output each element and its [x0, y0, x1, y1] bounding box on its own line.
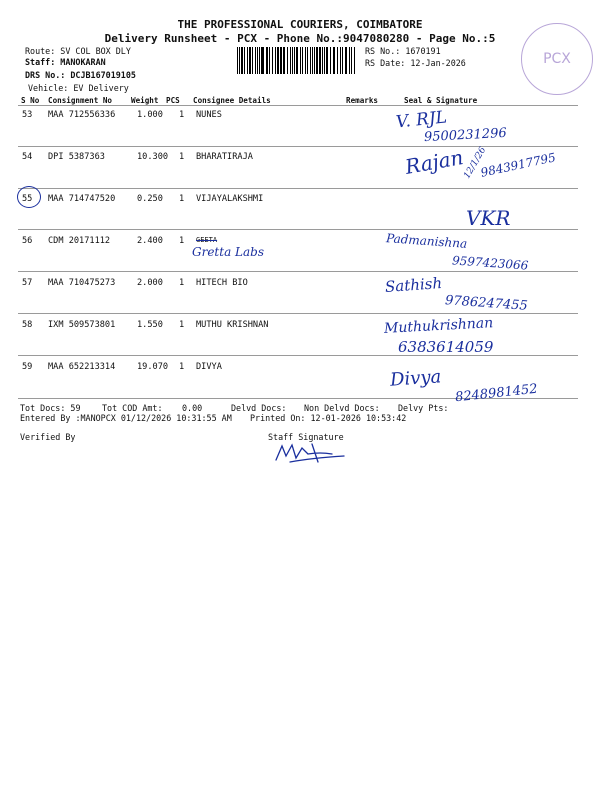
drs-number: DRS No.: DCJB167019105 [25, 70, 136, 80]
row-pcs: 1 [179, 278, 185, 288]
header-divider [18, 105, 578, 106]
row-weight: 19.070 [137, 362, 169, 372]
row-consignment: MAA 714747520 [48, 194, 116, 204]
row-divider [18, 271, 578, 272]
row-pcs: 1 [179, 362, 185, 372]
row-sno: 58 [22, 320, 33, 330]
row-pcs: 1 [179, 194, 185, 204]
row-weight: 2.400 [137, 236, 163, 246]
signature-r55: VKR [466, 206, 511, 230]
row-consignee: GEETA [196, 236, 218, 244]
signature-r58: Muthukrishnan [383, 315, 494, 337]
company-title: THE PROFESSIONAL COURIERS, COIMBATORE [177, 18, 423, 31]
row-weight: 1.550 [137, 320, 163, 330]
row-consignment: IXM 509573801 [48, 320, 116, 330]
row-divider [18, 146, 578, 147]
row-divider [18, 355, 578, 356]
col-pcs: PCS [166, 96, 180, 105]
handwritten-phone-r59: 8248981452 [454, 381, 539, 406]
handwritten-consignee-r56: Gretta Labs [192, 245, 264, 259]
row-weight: 10.300 [137, 152, 169, 162]
row-weight: 2.000 [137, 278, 163, 288]
row-consignment: MAA 710475273 [48, 278, 116, 288]
row-consignment: MAA 652213314 [48, 362, 116, 372]
staff-info: Staff: MANOKARAN [25, 57, 106, 67]
non-delivered-docs: Non Delvd Docs: [304, 403, 380, 413]
row-sno: 53 [22, 110, 33, 120]
row-consignee: NUNES [196, 110, 222, 120]
signature-r54: Rajan [403, 145, 466, 179]
handwritten-date-r54: 12/1/26 [462, 145, 489, 181]
signature-r59: Divya [389, 366, 442, 391]
handwritten-phone-r54: 9843917795 [479, 150, 557, 180]
row-consignee: BHARATIRAJA [196, 152, 253, 162]
row-sno: 59 [22, 362, 33, 372]
handwritten-phone-r56: 9597423066 [451, 253, 529, 273]
col-consignee: Consignee Details [193, 96, 271, 105]
row-divider [18, 188, 578, 189]
total-cod-value: 0.00 [182, 403, 203, 413]
row-consignee: VIJAYALAKSHMI [196, 194, 264, 204]
col-weight: Weight [131, 96, 159, 105]
row-pcs: 1 [179, 152, 185, 162]
row-pcs: 1 [179, 320, 185, 330]
signature-r57: Sathish [384, 274, 443, 296]
row-consignment: DPI 5387363 [48, 152, 105, 162]
verified-by: Verified By [20, 432, 76, 442]
row-consignment: MAA 712556336 [48, 110, 116, 120]
row-consignee: HITECH BIO [196, 278, 248, 288]
row-sno: 54 [22, 152, 33, 162]
handwritten-phone-r58: 6383614059 [398, 338, 494, 356]
runsheet-subtitle: Delivery Runsheet - PCX - Phone No.:9047080280 - Page No.:5 [104, 32, 496, 45]
rs-date: RS Date: 12-Jan-2026 [365, 58, 466, 68]
staff-signature [272, 440, 352, 466]
printed-on: Printed On: 12-01-2026 10:53:42 [250, 413, 407, 423]
col-consignment: Consignment No [48, 96, 113, 105]
row-pcs: 1 [179, 110, 185, 120]
col-sno: S No [21, 96, 40, 105]
handwritten-phone-r57: 9786247455 [444, 293, 529, 314]
row-sno: 57 [22, 278, 33, 288]
row-sno: 55 [22, 194, 33, 204]
row-consignee: MUTHU KRISHNAN [196, 320, 269, 330]
signature-r53: V. RJL [395, 107, 448, 133]
row-sno: 56 [22, 236, 33, 246]
vehicle-info: Vehicle: EV Delivery [28, 83, 129, 93]
col-remarks: Remarks [346, 96, 379, 105]
col-seal-signature: Seal & Signature [404, 96, 478, 105]
row-consignment: CDM 20171112 [48, 236, 111, 246]
entered-by: Entered By :MANOPCX 01/12/2026 10:31:55 AM [20, 413, 232, 423]
total-docs: Tot Docs: 59 [20, 403, 81, 413]
row-weight: 1.000 [137, 110, 163, 120]
total-cod-label: Tot COD Amt: [102, 403, 163, 413]
row-weight: 0.250 [137, 194, 163, 204]
signature-r56: Padmanishna [385, 231, 468, 251]
staff-signature-label: Staff Signature [268, 432, 344, 442]
row-divider [18, 313, 578, 314]
pcx-stamp: PCX [521, 23, 593, 95]
row-pcs: 1 [179, 236, 185, 246]
row-consignee: DIVYA [196, 362, 222, 372]
barcode [235, 47, 361, 74]
rs-number: RS No.: 1670191 [365, 46, 441, 56]
route-info: Route: SV COL BOX DLY [25, 46, 131, 56]
delivery-points: Delvy Pts: [398, 403, 449, 413]
delivered-docs: Delvd Docs: [231, 403, 287, 413]
handwritten-phone-r53: 9500231296 [423, 125, 508, 146]
